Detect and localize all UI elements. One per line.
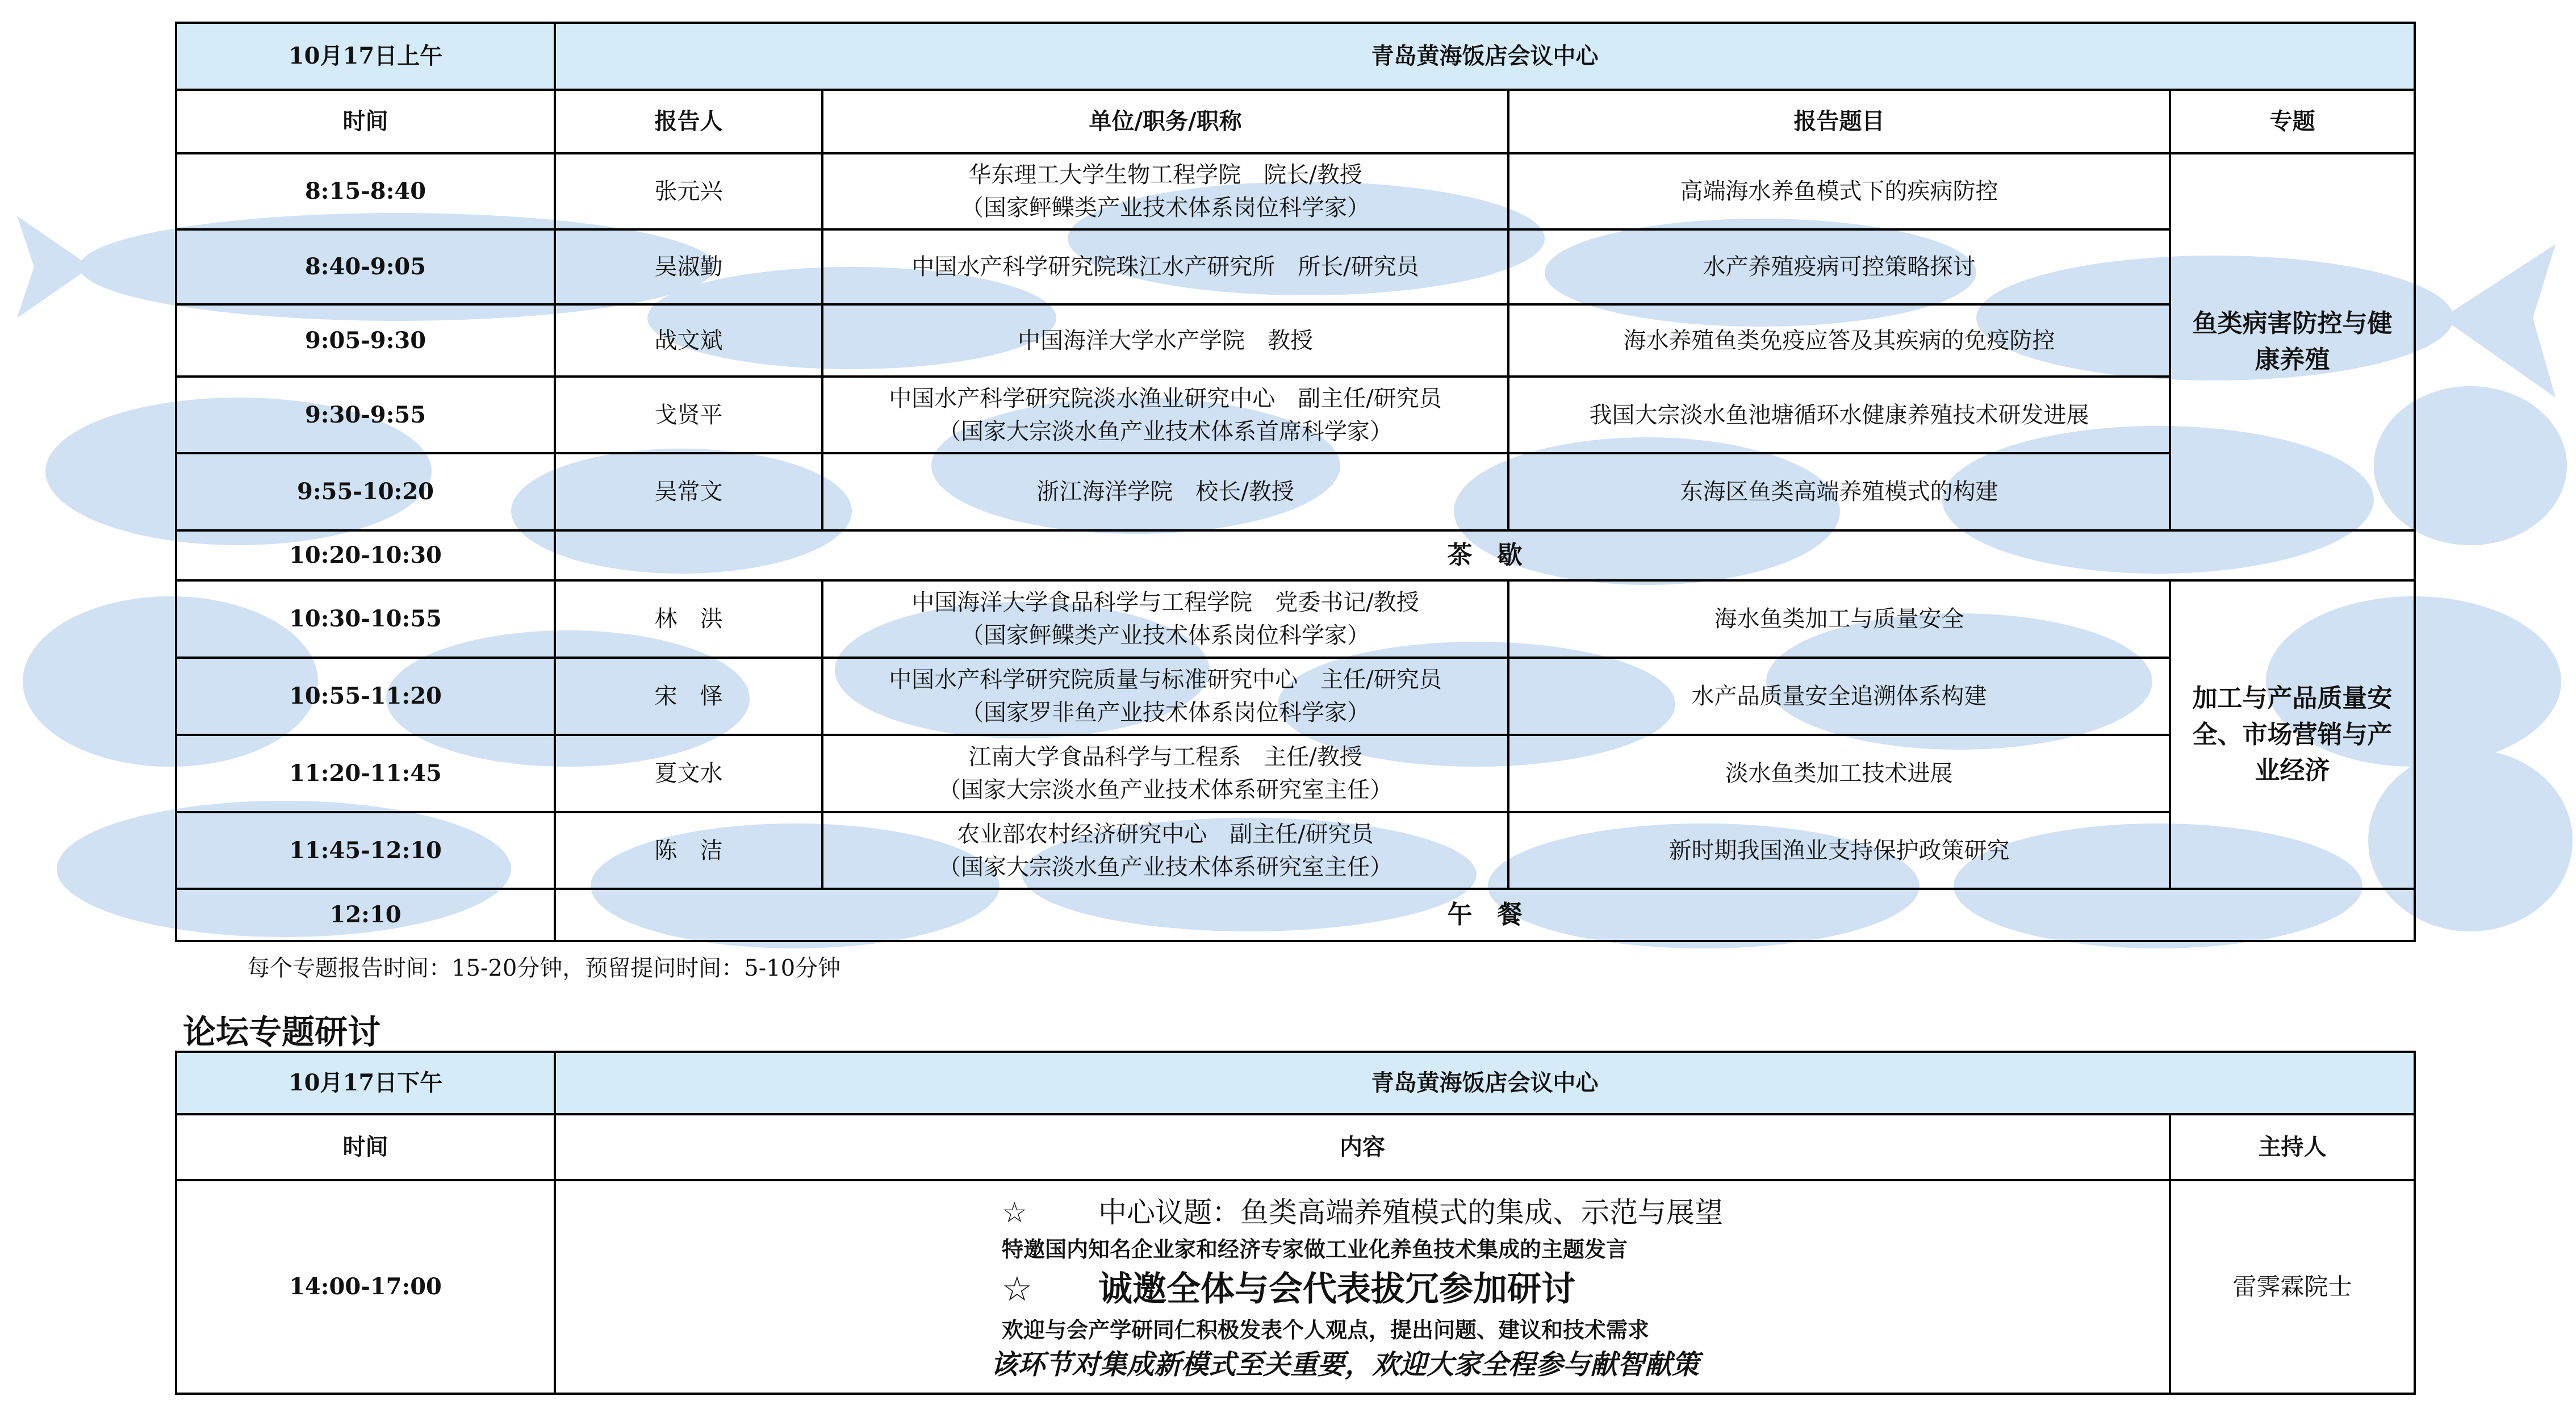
col-unit: 单位/职务/职称 <box>822 90 1508 153</box>
afternoon-date: 10月17日下午 <box>176 1052 555 1114</box>
table-row: 8:15-8:40 张元兴 华东理工大学生物工程学院 院长/教授 （国家鲆鲽类产业技术体系岗位科学家） 高端海水养鱼模式下的疾病防控 鱼类病害防控与健康养殖 <box>176 153 2415 229</box>
col-host: 主持人 <box>2170 1114 2415 1180</box>
schedule-note: 每个专题报告时间：15-20分钟，预留提问时间：5-10分钟 <box>247 955 841 981</box>
table-row: 9:55-10:20 吴常文 浙江海洋学院 校长/教授 东海区鱼类高端养殖模式的构建 <box>176 453 2415 530</box>
forum-title: 论坛专题研讨 <box>183 1013 381 1051</box>
table-row: 11:20-11:45 夏文水 江南大学食品科学与工程系 主任/教授 （国家大宗淡水鱼产业技术体系研究室主任） 淡水鱼类加工技术进展 <box>176 735 2415 812</box>
col-content: 内容 <box>555 1114 2170 1180</box>
col-time: 时间 <box>176 1114 555 1180</box>
table-row: 11:45-12:10 陈 洁 农业部农村经济研究中心 副主任/研究员 （国家大宗淡水鱼产业技术体系研究室主任） 新时期我国渔业支持保护政策研究 <box>176 812 2415 889</box>
topic-2: 加工与产品质量安全、市场营销与产业经济 <box>2170 580 2415 889</box>
col-time: 时间 <box>176 90 555 153</box>
table-row: 9:05-9:30 战文斌 中国海洋大学水产学院 教授 海水养殖鱼类免疫应答及其疾病的免疫防控 <box>176 304 2415 377</box>
col-topic: 专题 <box>2170 90 2415 153</box>
col-title: 报告题目 <box>1508 90 2170 153</box>
afternoon-schedule-table <box>175 1051 2416 1395</box>
forum-content: ☆ 中心议题：鱼类高端养殖模式的集成、示范与展望 特邀国内知名企业家和经济专家做工业化养鱼技术集成的主题发言 ☆ 诚邀全体与会代表拔冗参加研讨 欢迎与会产学研同仁积极发表个人观点，提出问题、建议和技术需求 该环节对集成新模式至关重要，欢迎大家全程参与献智献策 <box>555 1180 2170 1394</box>
table-row: 10:30-10:55 林 洪 中国海洋大学食品科学与工程学院 党委书记/教授 （国家鲆鲽类产业技术体系岗位科学家） 海水鱼类加工与质量安全 加工与产品质量安全、市场营销与产业经济 <box>176 580 2415 658</box>
unit-cell: 中国水产科学研究院质量与标准研究中心 主任/研究员 （国家罗非鱼产业技术体系岗位科学家） <box>822 658 1508 735</box>
forum-row <box>176 1180 2415 1394</box>
star-icon: ☆ <box>1002 1196 1027 1230</box>
lunch-row: 12:10 午 餐 <box>176 889 2415 941</box>
morning-venue: 青岛黄海饭店会议中心 <box>555 23 2415 90</box>
unit-cell: 华东理工大学生物工程学院 院长/教授 （国家鲆鲽类产业技术体系岗位科学家） <box>822 153 1508 229</box>
break-row: 10:20-10:30 茶 歇 <box>176 530 2415 580</box>
unit-cell: 江南大学食品科学与工程系 主任/教授 （国家大宗淡水鱼产业技术体系研究室主任） <box>822 735 1508 812</box>
table-row: 9:30-9:55 戈贤平 中国水产科学研究院淡水渔业研究中心 副主任/研究员 （国家大宗淡水鱼产业技术体系首席科学家） 我国大宗淡水鱼池塘循环水健康养殖技术研发进展 <box>176 377 2415 453</box>
forum-host: 雷霁霖院士 <box>2170 1180 2415 1394</box>
star-icon: ☆ <box>1002 1269 1032 1309</box>
morning-date: 10月17日上午 <box>176 23 555 90</box>
table-row: 10:55-11:20 宋 怿 中国水产科学研究院质量与标准研究中心 主任/研究员 （国家罗非鱼产业技术体系岗位科学家） 水产品质量安全追溯体系构建 <box>176 658 2415 735</box>
forum-time: 14:00-17:00 <box>176 1180 555 1394</box>
unit-cell: 中国水产科学研究院淡水渔业研究中心 副主任/研究员 （国家大宗淡水鱼产业技术体系首席科学家） <box>822 377 1508 453</box>
topic-1: 鱼类病害防控与健康养殖 <box>2170 153 2415 530</box>
afternoon-venue: 青岛黄海饭店会议中心 <box>555 1052 2415 1114</box>
table-row: 8:40-9:05 吴淑勤 中国水产科学研究院珠江水产研究所 所长/研究员 水产养殖疫病可控策略探讨 <box>176 229 2415 304</box>
morning-schedule-table <box>175 22 2416 942</box>
unit-cell: 中国海洋大学食品科学与工程学院 党委书记/教授 （国家鲆鲽类产业技术体系岗位科学家） <box>822 580 1508 658</box>
col-speaker: 报告人 <box>555 90 822 153</box>
unit-cell: 农业部农村经济研究中心 副主任/研究员 （国家大宗淡水鱼产业技术体系研究室主任） <box>822 812 1508 889</box>
